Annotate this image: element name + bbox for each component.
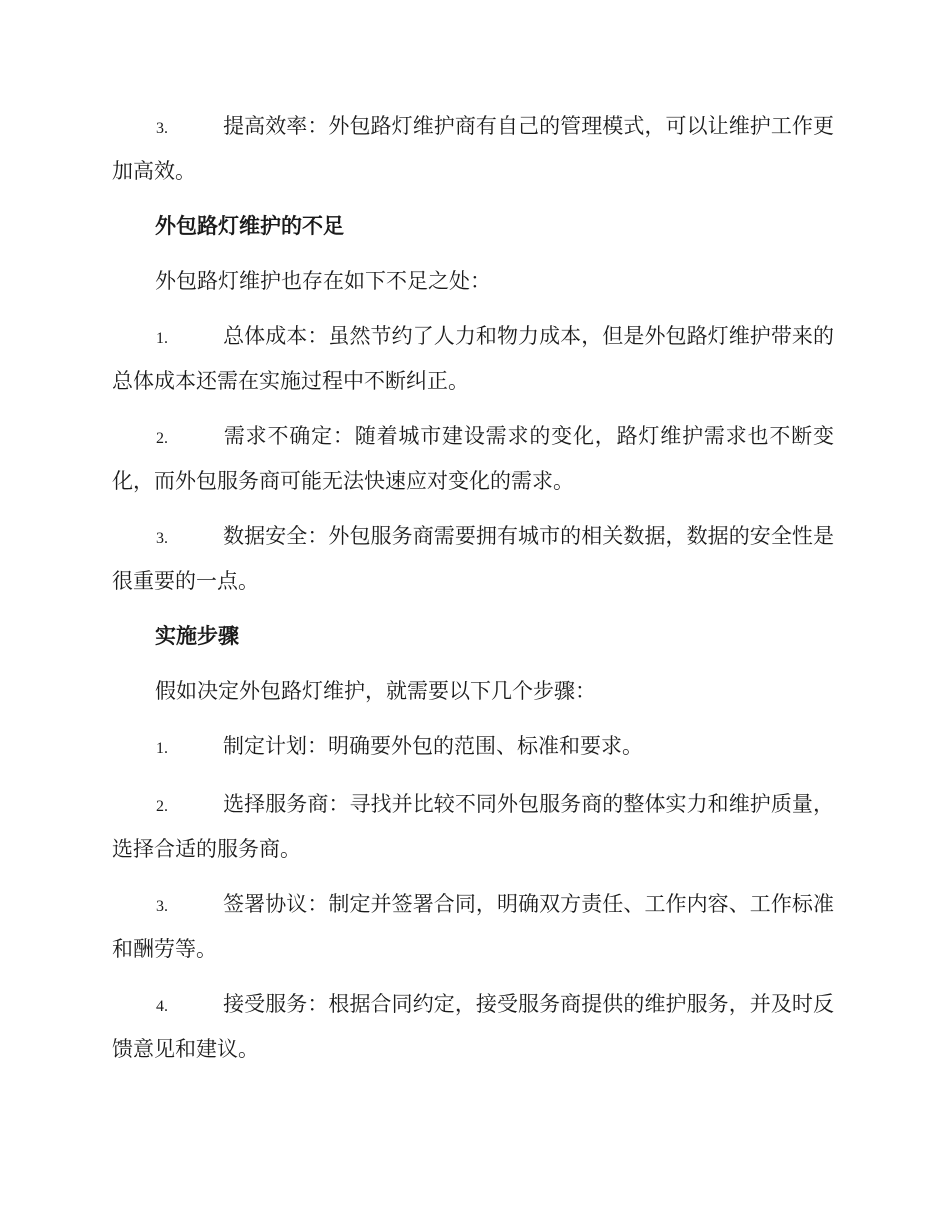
list-item-sign-agreement — [112, 883, 834, 970]
list-number: 3. — [156, 120, 168, 137]
list-item-uncertain-demand — [112, 415, 834, 502]
list-text: 选择服务商：寻找并比较不同外包服务商的整体实力和维护质量，选择合适的服务商。 — [112, 792, 834, 861]
list-text: 总体成本：虽然节约了人力和物力成本，但是外包路灯维护带来的总体成本还需在实施过程中不断纠正。 — [112, 324, 834, 393]
list-item-plan — [112, 725, 834, 770]
list-number: 2. — [156, 798, 168, 815]
list-number: 1. — [156, 330, 168, 347]
list-number: 2. — [156, 430, 168, 447]
list-item-efficiency — [112, 105, 834, 192]
document-body — [112, 105, 834, 1083]
list-number: 3. — [156, 898, 168, 915]
paragraph-steps-intro: 假如决定外包路灯维护，就需要以下几个步骤： — [155, 679, 596, 703]
list-item-accept-service — [112, 983, 834, 1070]
section-heading-steps: 实施步骤 — [155, 623, 239, 648]
list-item-select-provider — [112, 783, 834, 870]
paragraph-shortcomings-intro: 外包路灯维护也存在如下不足之处： — [155, 269, 491, 293]
list-text: 提高效率：外包路灯维护商有自己的管理模式，可以让维护工作更加高效。 — [112, 114, 834, 183]
list-text: 签署协议：制定并签署合同，明确双方责任、工作内容、工作标准和酬劳等。 — [112, 892, 834, 961]
list-text: 需求不确定：随着城市建设需求的变化，路灯维护需求也不断变化，而外包服务商可能无法快速应对变化的需求。 — [112, 424, 834, 493]
list-text: 接受服务：根据合同约定，接受服务商提供的维护服务，并及时反馈意见和建议。 — [112, 992, 834, 1061]
list-item-total-cost — [112, 315, 834, 402]
list-number: 4. — [156, 998, 168, 1015]
list-number: 1. — [156, 740, 168, 757]
list-number: 3. — [156, 530, 168, 547]
list-item-data-security — [112, 515, 834, 602]
section-heading-shortcomings: 外包路灯维护的不足 — [155, 213, 344, 238]
list-text: 数据安全：外包服务商需要拥有城市的相关数据，数据的安全性是很重要的一点。 — [112, 524, 834, 593]
list-text: 制定计划：明确要外包的范围、标准和要求。 — [223, 734, 643, 758]
